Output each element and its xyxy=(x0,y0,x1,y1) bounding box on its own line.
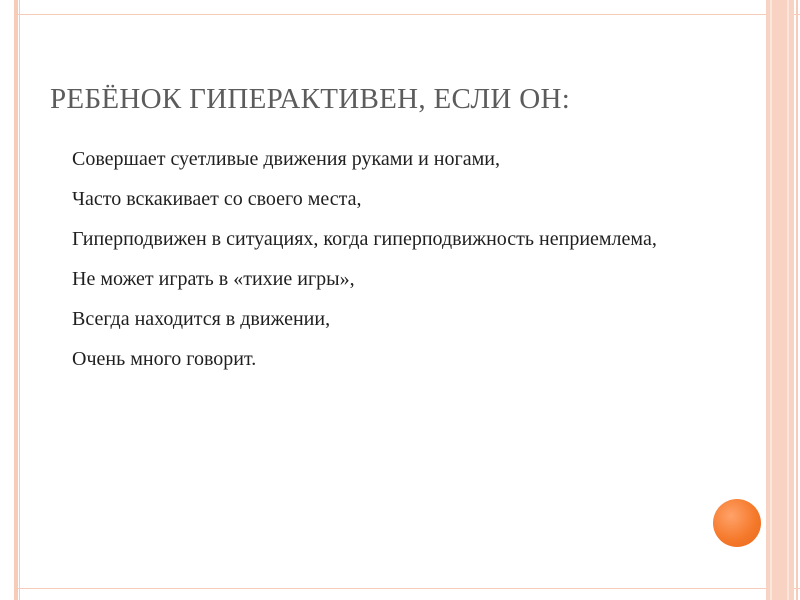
bullet-text: Совершает суетливые движения руками и ногами, xyxy=(72,148,500,170)
bullet-item xyxy=(44,345,724,373)
bullet-text: Очень много говорит. xyxy=(72,348,257,370)
bullet-text: Гиперподвижен в ситуациях, когда гиперподвижность неприемлема, xyxy=(72,228,657,250)
bullet-item xyxy=(44,265,724,293)
bullet-list xyxy=(44,145,724,385)
bullet-text: Всегда находится в движении, xyxy=(72,308,331,330)
bullet-text: Часто вскакивает со своего места, xyxy=(72,188,362,210)
frame-bottom-border xyxy=(14,588,800,589)
frame-right-stripe-2 xyxy=(787,0,789,600)
bullet-item xyxy=(44,305,724,333)
frame-left-inner-border xyxy=(19,0,20,600)
frame-top-border xyxy=(14,14,800,15)
slide-title: РЕБЁНОК ГИПЕРАКТИВЕН, ЕСЛИ ОН: xyxy=(50,83,571,115)
frame-right-stripe-1 xyxy=(770,0,772,600)
frame-left-border xyxy=(14,0,18,600)
bullet-item xyxy=(44,185,724,213)
orange-orb-decoration xyxy=(713,499,761,547)
bullet-item xyxy=(44,145,724,173)
bullet-item xyxy=(44,225,724,253)
bullet-text: Не может играть в «тихие игры», xyxy=(72,268,355,290)
frame-right-outer-border xyxy=(796,0,798,600)
